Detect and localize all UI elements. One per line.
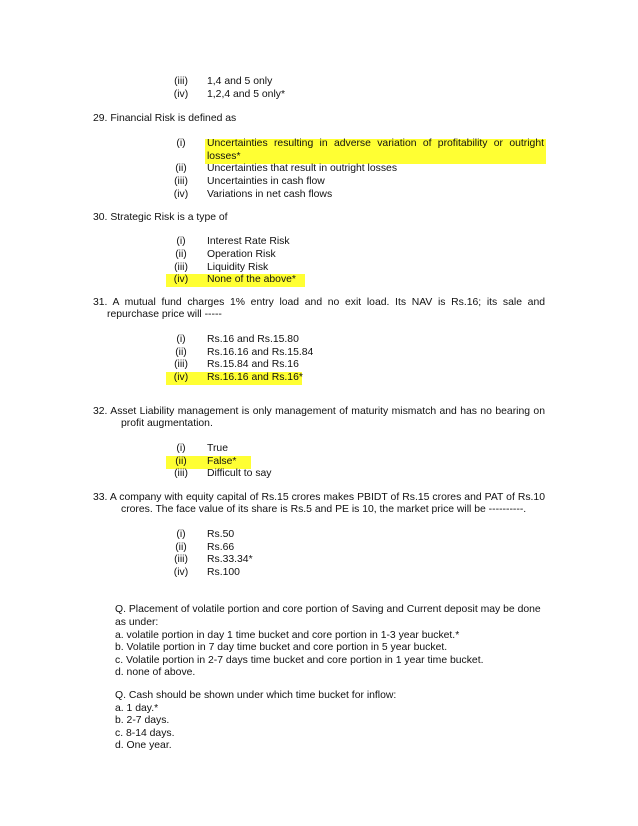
option-number: (ii) bbox=[175, 249, 187, 260]
option-text-correct: Uncertainties resulting in adverse variation of profitability or outright bbox=[207, 138, 544, 149]
option-text: Rs.50 bbox=[207, 529, 235, 540]
option-number: (iv) bbox=[173, 372, 189, 383]
option-text: Variations in net cash flows bbox=[207, 189, 333, 200]
option-text: Uncertainties in cash flow bbox=[207, 176, 325, 187]
answer-option: b. Volatile portion in 7 day time bucket and core portion in 5 year bucket. bbox=[115, 642, 448, 653]
option-number: (iii) bbox=[174, 262, 188, 273]
question-31-cont: repurchase price will ----- bbox=[107, 309, 222, 320]
question-33: 33. A company with equity capital of Rs.15 crores makes PBIDT of Rs.15 crores and PAT of Rs.10 bbox=[93, 492, 545, 503]
option-number: (ii) bbox=[175, 456, 187, 467]
option-text: Rs.16.16 and Rs.15.84 bbox=[207, 347, 314, 358]
option-number: (i) bbox=[176, 334, 186, 345]
option-text-correct: False* bbox=[207, 456, 237, 467]
option-text-correct-cont: losses* bbox=[207, 151, 241, 162]
answer-option: d. none of above. bbox=[115, 667, 196, 678]
question-32: 32. Asset Liability management is only management of maturity mismatch and has no bearing on bbox=[93, 406, 545, 417]
question-33-cont: crores. The face value of its share is Rs.5 and PE is 10, the market price will be ----------. bbox=[121, 504, 527, 515]
option-text: 1,2,4 and 5 only* bbox=[207, 89, 285, 100]
question-cash: Q. Cash should be shown under which time bucket for inflow: bbox=[115, 690, 397, 701]
option-text: Interest Rate Risk bbox=[207, 236, 290, 247]
option-text: Uncertainties that result in outright losses bbox=[207, 163, 398, 174]
answer-option: a. 1 day.* bbox=[115, 703, 159, 714]
option-text: Difficult to say bbox=[207, 468, 272, 479]
option-number: (i) bbox=[176, 529, 186, 540]
option-number: (iv) bbox=[173, 274, 189, 285]
option-number: (i) bbox=[176, 443, 186, 454]
option-text: 1,4 and 5 only bbox=[207, 76, 273, 87]
option-text: Rs.33.34* bbox=[207, 554, 253, 565]
question-30: 30. Strategic Risk is a type of bbox=[93, 212, 228, 223]
option-text-correct: None of the above* bbox=[207, 274, 296, 285]
question-31: 31. A mutual fund charges 1% entry load and no exit load. Its NAV is Rs.16; its sale and bbox=[93, 297, 545, 308]
option-number: (i) bbox=[176, 138, 186, 149]
option-text-correct: Rs.16.16 and Rs.16* bbox=[207, 372, 303, 383]
option-number: (iv) bbox=[173, 89, 189, 100]
option-number: (ii) bbox=[175, 542, 187, 553]
question-placement-cont: as under: bbox=[115, 617, 159, 628]
answer-option: d. One year. bbox=[115, 740, 172, 751]
option-number: (iii) bbox=[174, 76, 188, 87]
option-text: Rs.16 and Rs.15.80 bbox=[207, 334, 299, 345]
option-number: (i) bbox=[176, 236, 186, 247]
option-text: Rs.66 bbox=[207, 542, 235, 553]
option-number: (iii) bbox=[174, 468, 188, 479]
question-placement: Q. Placement of volatile portion and core portion of Saving and Current deposit may be done bbox=[115, 604, 541, 615]
option-text: Operation Risk bbox=[207, 249, 276, 260]
option-text: Rs.100 bbox=[207, 567, 240, 578]
option-number: (iv) bbox=[173, 189, 189, 200]
answer-option: a. volatile portion in day 1 time bucket and core portion in 1-3 year bucket.* bbox=[115, 630, 460, 641]
option-number: (ii) bbox=[175, 347, 187, 358]
answer-option: b. 2-7 days. bbox=[115, 715, 170, 726]
option-text: Rs.15.84 and Rs.16 bbox=[207, 359, 299, 370]
answer-option: c. 8-14 days. bbox=[115, 728, 175, 739]
option-number: (iii) bbox=[174, 554, 188, 565]
option-text: True bbox=[207, 443, 228, 454]
option-number: (ii) bbox=[175, 163, 187, 174]
question-32-cont: profit augmentation. bbox=[121, 418, 213, 429]
option-number: (iv) bbox=[173, 567, 189, 578]
option-text: Liquidity Risk bbox=[207, 262, 269, 273]
answer-option: c. Volatile portion in 2-7 days time bucket and core portion in 1 year time bucket. bbox=[115, 655, 484, 666]
question-29: 29. Financial Risk is defined as bbox=[93, 113, 237, 124]
option-number: (iii) bbox=[174, 359, 188, 370]
option-number: (iii) bbox=[174, 176, 188, 187]
